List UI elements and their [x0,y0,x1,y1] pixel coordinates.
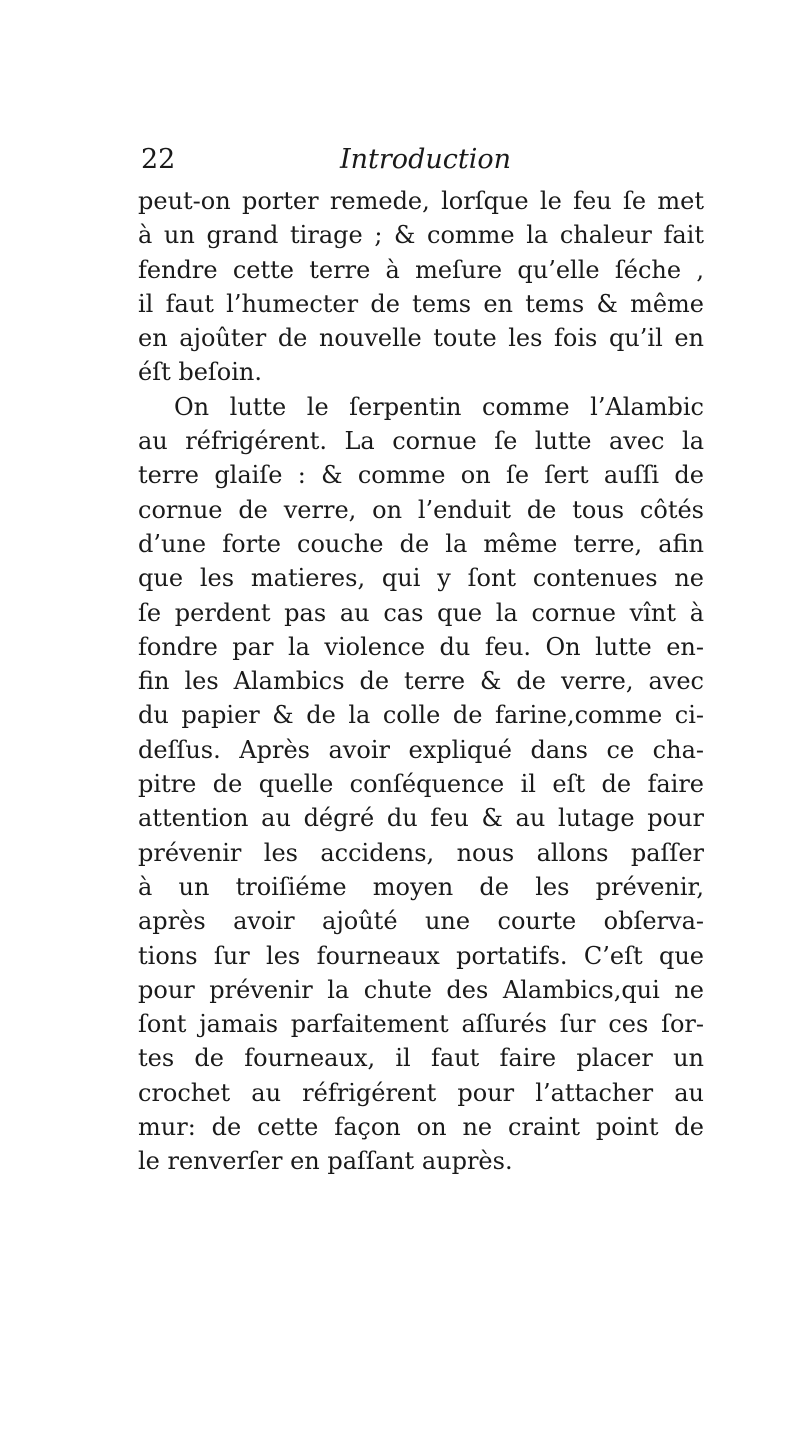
page-number: 22 [141,144,176,175]
text-line: On lutte le ſerpentin comme l’Alambic [174,392,704,421]
text-line: fin les Alambics de terre & de verre, avec [138,667,704,696]
text-line: à un troiſiéme moyen de les prévenir, [138,872,704,901]
text-line: crochet au réfrigérent pour l’attacher au [138,1078,704,1107]
text-line: il faut l’humecter de tems en tems & même [138,289,704,318]
text-line: après avoir ajoûté une courte obſerva- [138,907,704,936]
text-line: en ajoûter de nouvelle toute les fois qu’il en [138,324,704,353]
body-text [138,184,704,1179]
text-line: au réfrigérent. La cornue ſe lutte avec la [138,427,704,456]
text-line: du papier & de la colle de farine,comme ci- [138,701,704,730]
text-line: peut-on porter remede, lorſque le feu ſe met [138,187,704,215]
page-header [141,142,701,178]
text-line: d’une forte couche de la même terre, afin [138,529,704,558]
text-line: cornue de verre, on l’enduit de tous côtés [138,495,704,524]
text-line: pour prévenir la chute des Alambics,qui ne [138,975,704,1004]
text-line: éſt beſoin. [138,358,263,387]
text-line: tions ſur les fourneaux portatifs. C’eſt que [138,941,704,970]
text-line: mur: de cette façon on ne craint point de [138,1113,704,1142]
text-line: deſſus. Après avoir expliqué dans ce cha- [138,735,704,764]
text-line: fendre cette terre à meſure qu’elle ſéche , [138,255,704,284]
text-line: terre glaiſe : & comme on ſe ſert auſſi de [138,461,704,490]
text-line: attention au dégré du feu & au lutage pour [138,804,704,833]
text-line: ſe perdent pas au cas que la cornue vînt à [138,598,704,627]
text-line: fondre par la violence du feu. On lutte en- [138,632,704,661]
running-head: Introduction [340,144,511,175]
text-line: tes de fourneaux, il faut faire placer un [138,1044,704,1073]
text-line: ſont jamais parfaitement aſſurés ſur ces ſor- [138,1010,704,1039]
text-line: que les matieres, qui y ſont contenues ne [138,564,704,593]
text-line: le renverſer en paſſant auprès. [138,1147,513,1176]
text-line: à un grand tirage ; & comme la chaleur fait [138,221,704,250]
text-line: pitre de quelle conſéquence il eſt de faire [138,770,704,799]
text-line: prévenir les accidens, nous allons paſſer [138,838,704,867]
